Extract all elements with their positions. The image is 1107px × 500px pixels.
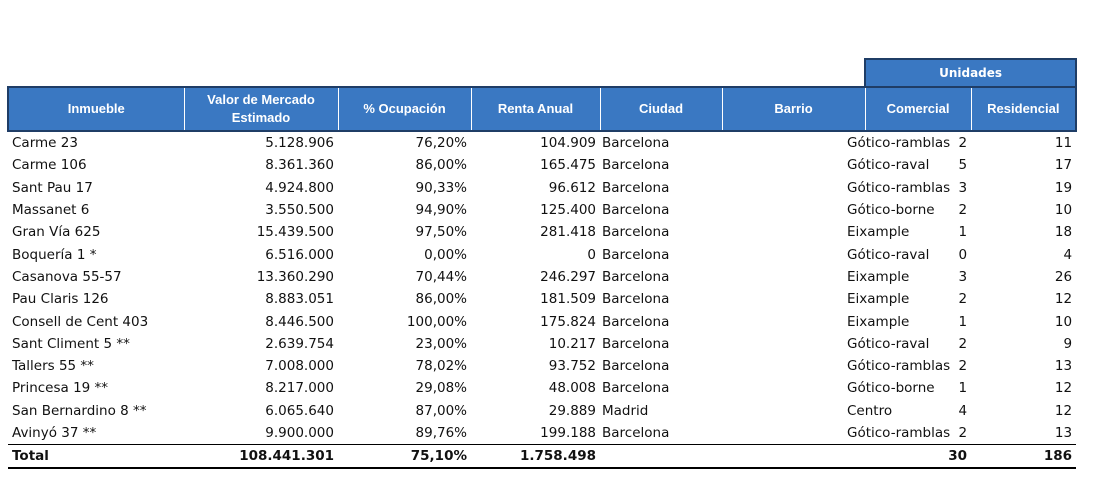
cell-inmueble: Avinyó 37 ** xyxy=(8,422,184,445)
cell-valor: 4.924.800 xyxy=(265,179,334,196)
table-body xyxy=(8,131,1076,445)
cell-ciudad: Barcelona xyxy=(600,422,722,445)
cell-renta: 29.889 xyxy=(548,402,596,419)
cell-inmueble: Princesa 19 ** xyxy=(12,380,109,397)
cell-ciudad: Barcelona xyxy=(602,380,670,397)
cell-barrio: Eixample xyxy=(847,268,910,285)
cell-ocupacion: 76,20% xyxy=(415,135,467,152)
cell-residencial: 18 xyxy=(1054,224,1073,241)
cell-valor: 8.883.051 xyxy=(265,291,334,308)
cell-ciudad: Barcelona xyxy=(602,291,670,308)
cell-comercial: 3 xyxy=(958,268,968,285)
cell-ocupacion: 78,02% xyxy=(415,358,467,375)
cell-renta: 165.475 xyxy=(540,157,596,174)
cell-ocupacion: 90,33% xyxy=(415,179,467,196)
cell-residencial: 11 xyxy=(1054,135,1073,152)
table-row xyxy=(8,266,1076,288)
table-row xyxy=(8,333,1076,355)
cell-residencial: 19 xyxy=(1054,179,1073,196)
cell-ocupacion: 0,00% xyxy=(424,246,467,263)
cell-residencial: 10 xyxy=(1054,313,1073,330)
cell-comercial: 2 xyxy=(958,291,968,308)
cell-valor: 5.128.906 xyxy=(265,135,334,152)
cell-ocupacion: 87,00% xyxy=(415,402,467,419)
table-row xyxy=(8,199,1076,221)
property-table-container xyxy=(7,58,1075,469)
cell-ocupacion: 94,90% xyxy=(415,202,467,219)
cell-renta: 199.188 xyxy=(471,422,600,445)
cell-barrio: Gótico-ramblas xyxy=(847,135,951,152)
cell-comercial: 1 xyxy=(958,224,968,241)
cell-residencial: 12 xyxy=(1054,402,1073,419)
cell-ocupacion: 89,76% xyxy=(338,422,471,445)
table-row xyxy=(8,310,1076,332)
cell-inmueble: Gran Vía 625 xyxy=(12,224,101,241)
table-row xyxy=(8,131,1076,154)
cell-ciudad: Barcelona xyxy=(602,157,670,174)
cell-barrio: Gótico-borne xyxy=(847,202,935,219)
table-row xyxy=(8,177,1076,199)
cell-residencial: 4 xyxy=(1063,246,1073,263)
cell-inmueble: San Bernardino 8 ** xyxy=(12,402,147,419)
cell-renta: 175.824 xyxy=(540,313,596,330)
cell-renta: 125.400 xyxy=(540,202,596,219)
table-row xyxy=(8,355,1076,377)
table-footer xyxy=(8,445,1076,469)
total-valor: 108.441.301 xyxy=(184,445,338,469)
cell-barrio: Gótico-raval xyxy=(847,335,930,352)
col-header-residencial: Residencial xyxy=(971,87,1076,131)
cell-barrio: Centro xyxy=(847,402,893,419)
cell-valor: 6.065.640 xyxy=(265,402,334,419)
table-row xyxy=(8,377,1076,399)
total-label: Total xyxy=(8,445,184,469)
cell-ciudad: Barcelona xyxy=(602,202,670,219)
cell-ocupacion: 70,44% xyxy=(415,268,467,285)
header-row xyxy=(8,87,1076,131)
cell-valor: 9.900.000 xyxy=(184,422,338,445)
cell-barrio: Eixample xyxy=(847,224,910,241)
cell-valor: 6.516.000 xyxy=(265,246,334,263)
cell-ocupacion: 86,00% xyxy=(415,291,467,308)
table-row xyxy=(8,400,1076,422)
cell-comercial: 5 xyxy=(958,157,968,174)
cell-renta: 96.612 xyxy=(548,179,596,196)
cell-inmueble: Casanova 55-57 xyxy=(12,268,122,285)
cell-renta: 10.217 xyxy=(548,335,596,352)
cell-renta: 281.418 xyxy=(540,224,596,241)
cell-ciudad: Barcelona xyxy=(602,224,670,241)
table-header xyxy=(8,59,1076,131)
cell-comercial: 2 xyxy=(958,135,968,152)
cell-valor: 7.008.000 xyxy=(265,358,334,375)
cell-inmueble: Tallers 55 ** xyxy=(12,358,94,375)
cell-renta: 93.752 xyxy=(548,358,596,375)
col-header-comercial: Comercial xyxy=(865,87,971,131)
table-row xyxy=(8,243,1076,265)
cell-barrio: Eixample xyxy=(847,291,910,308)
cell-residencial: 9 xyxy=(1063,335,1073,352)
cell-renta: 246.297 xyxy=(540,268,596,285)
cell-residencial: 12 xyxy=(1054,380,1073,397)
total-residencial: 186 xyxy=(971,445,1076,469)
col-header-ocupacion: % Ocupación xyxy=(338,87,471,131)
cell-barrio: Gótico-borne xyxy=(847,380,935,397)
cell-comercial: 2 xyxy=(865,422,971,445)
total-ocupacion: 75,10% xyxy=(338,445,471,469)
cell-inmueble: Carme 106 xyxy=(12,157,87,174)
cell-residencial: 12 xyxy=(1054,291,1073,308)
cell-inmueble: Consell de Cent 403 xyxy=(12,313,149,330)
cell-inmueble: Pau Claris 126 xyxy=(12,291,109,308)
cell-inmueble: Massanet 6 xyxy=(12,202,90,219)
cell-ciudad: Barcelona xyxy=(602,135,670,152)
total-renta: 1.758.498 xyxy=(471,445,600,469)
cell-inmueble: Sant Climent 5 ** xyxy=(12,335,130,352)
cell-valor: 13.360.290 xyxy=(256,268,334,285)
table-row xyxy=(8,422,1076,445)
table-row xyxy=(8,221,1076,243)
cell-comercial: 4 xyxy=(958,402,968,419)
cell-comercial: 2 xyxy=(958,335,968,352)
cell-comercial: 2 xyxy=(958,202,968,219)
cell-ocupacion: 97,50% xyxy=(415,224,467,241)
cell-comercial: 3 xyxy=(958,179,968,196)
total-comercial: 30 xyxy=(865,445,971,469)
cell-ciudad: Barcelona xyxy=(602,268,670,285)
cell-comercial: 2 xyxy=(958,358,968,375)
col-header-ciudad: Ciudad xyxy=(600,87,722,131)
cell-valor: 8.446.500 xyxy=(265,313,334,330)
cell-barrio: Gótico-ramblas xyxy=(847,179,951,196)
table-row xyxy=(8,154,1076,176)
cell-ocupacion: 100,00% xyxy=(406,313,467,330)
cell-comercial: 1 xyxy=(958,380,968,397)
cell-ciudad: Barcelona xyxy=(602,179,670,196)
cell-residencial: 10 xyxy=(1054,202,1073,219)
cell-barrio: Gótico-ramblas xyxy=(847,358,951,375)
cell-barrio: Gótico-raval xyxy=(847,157,930,174)
col-header-valor: Valor de Mercado Estimado xyxy=(184,87,338,131)
cell-ciudad: Madrid xyxy=(602,402,649,419)
cell-ocupacion: 29,08% xyxy=(415,380,467,397)
cell-valor: 15.439.500 xyxy=(256,224,334,241)
cell-residencial: 26 xyxy=(1054,268,1073,285)
total-row xyxy=(8,445,1076,469)
cell-inmueble: Carme 23 xyxy=(12,135,78,152)
cell-inmueble: Boquería 1 * xyxy=(12,246,97,263)
cell-ciudad: Barcelona xyxy=(602,246,670,263)
cell-ciudad: Barcelona xyxy=(602,313,670,330)
cell-ocupacion: 23,00% xyxy=(415,335,467,352)
cell-ocupacion: 86,00% xyxy=(415,157,467,174)
cell-comercial: 1 xyxy=(958,313,968,330)
cell-valor: 8.217.000 xyxy=(265,380,334,397)
cell-ciudad: Barcelona xyxy=(602,335,670,352)
cell-inmueble: Sant Pau 17 xyxy=(12,179,93,196)
cell-renta: 104.909 xyxy=(540,135,596,152)
cell-renta: 48.008 xyxy=(548,380,596,397)
cell-barrio: Gótico-ramblas xyxy=(722,422,865,445)
cell-ciudad: Barcelona xyxy=(602,358,670,375)
cell-barrio: Gótico-raval xyxy=(847,246,930,263)
cell-residencial: 13 xyxy=(971,422,1076,445)
header-group-row xyxy=(8,59,1076,87)
units-group-header: Unidades xyxy=(865,59,1076,87)
cell-renta: 0 xyxy=(587,246,596,263)
cell-residencial: 13 xyxy=(1054,358,1073,375)
cell-comercial: 0 xyxy=(958,246,968,263)
property-table xyxy=(7,58,1077,469)
cell-barrio: Eixample xyxy=(847,313,910,330)
cell-valor: 3.550.500 xyxy=(265,202,334,219)
cell-residencial: 17 xyxy=(1054,157,1073,174)
table-row xyxy=(8,288,1076,310)
col-header-renta: Renta Anual xyxy=(471,87,600,131)
cell-valor: 2.639.754 xyxy=(265,335,334,352)
cell-renta: 181.509 xyxy=(540,291,596,308)
col-header-barrio: Barrio xyxy=(722,87,865,131)
cell-valor: 8.361.360 xyxy=(265,157,334,174)
col-header-inmueble: Inmueble xyxy=(8,87,184,131)
